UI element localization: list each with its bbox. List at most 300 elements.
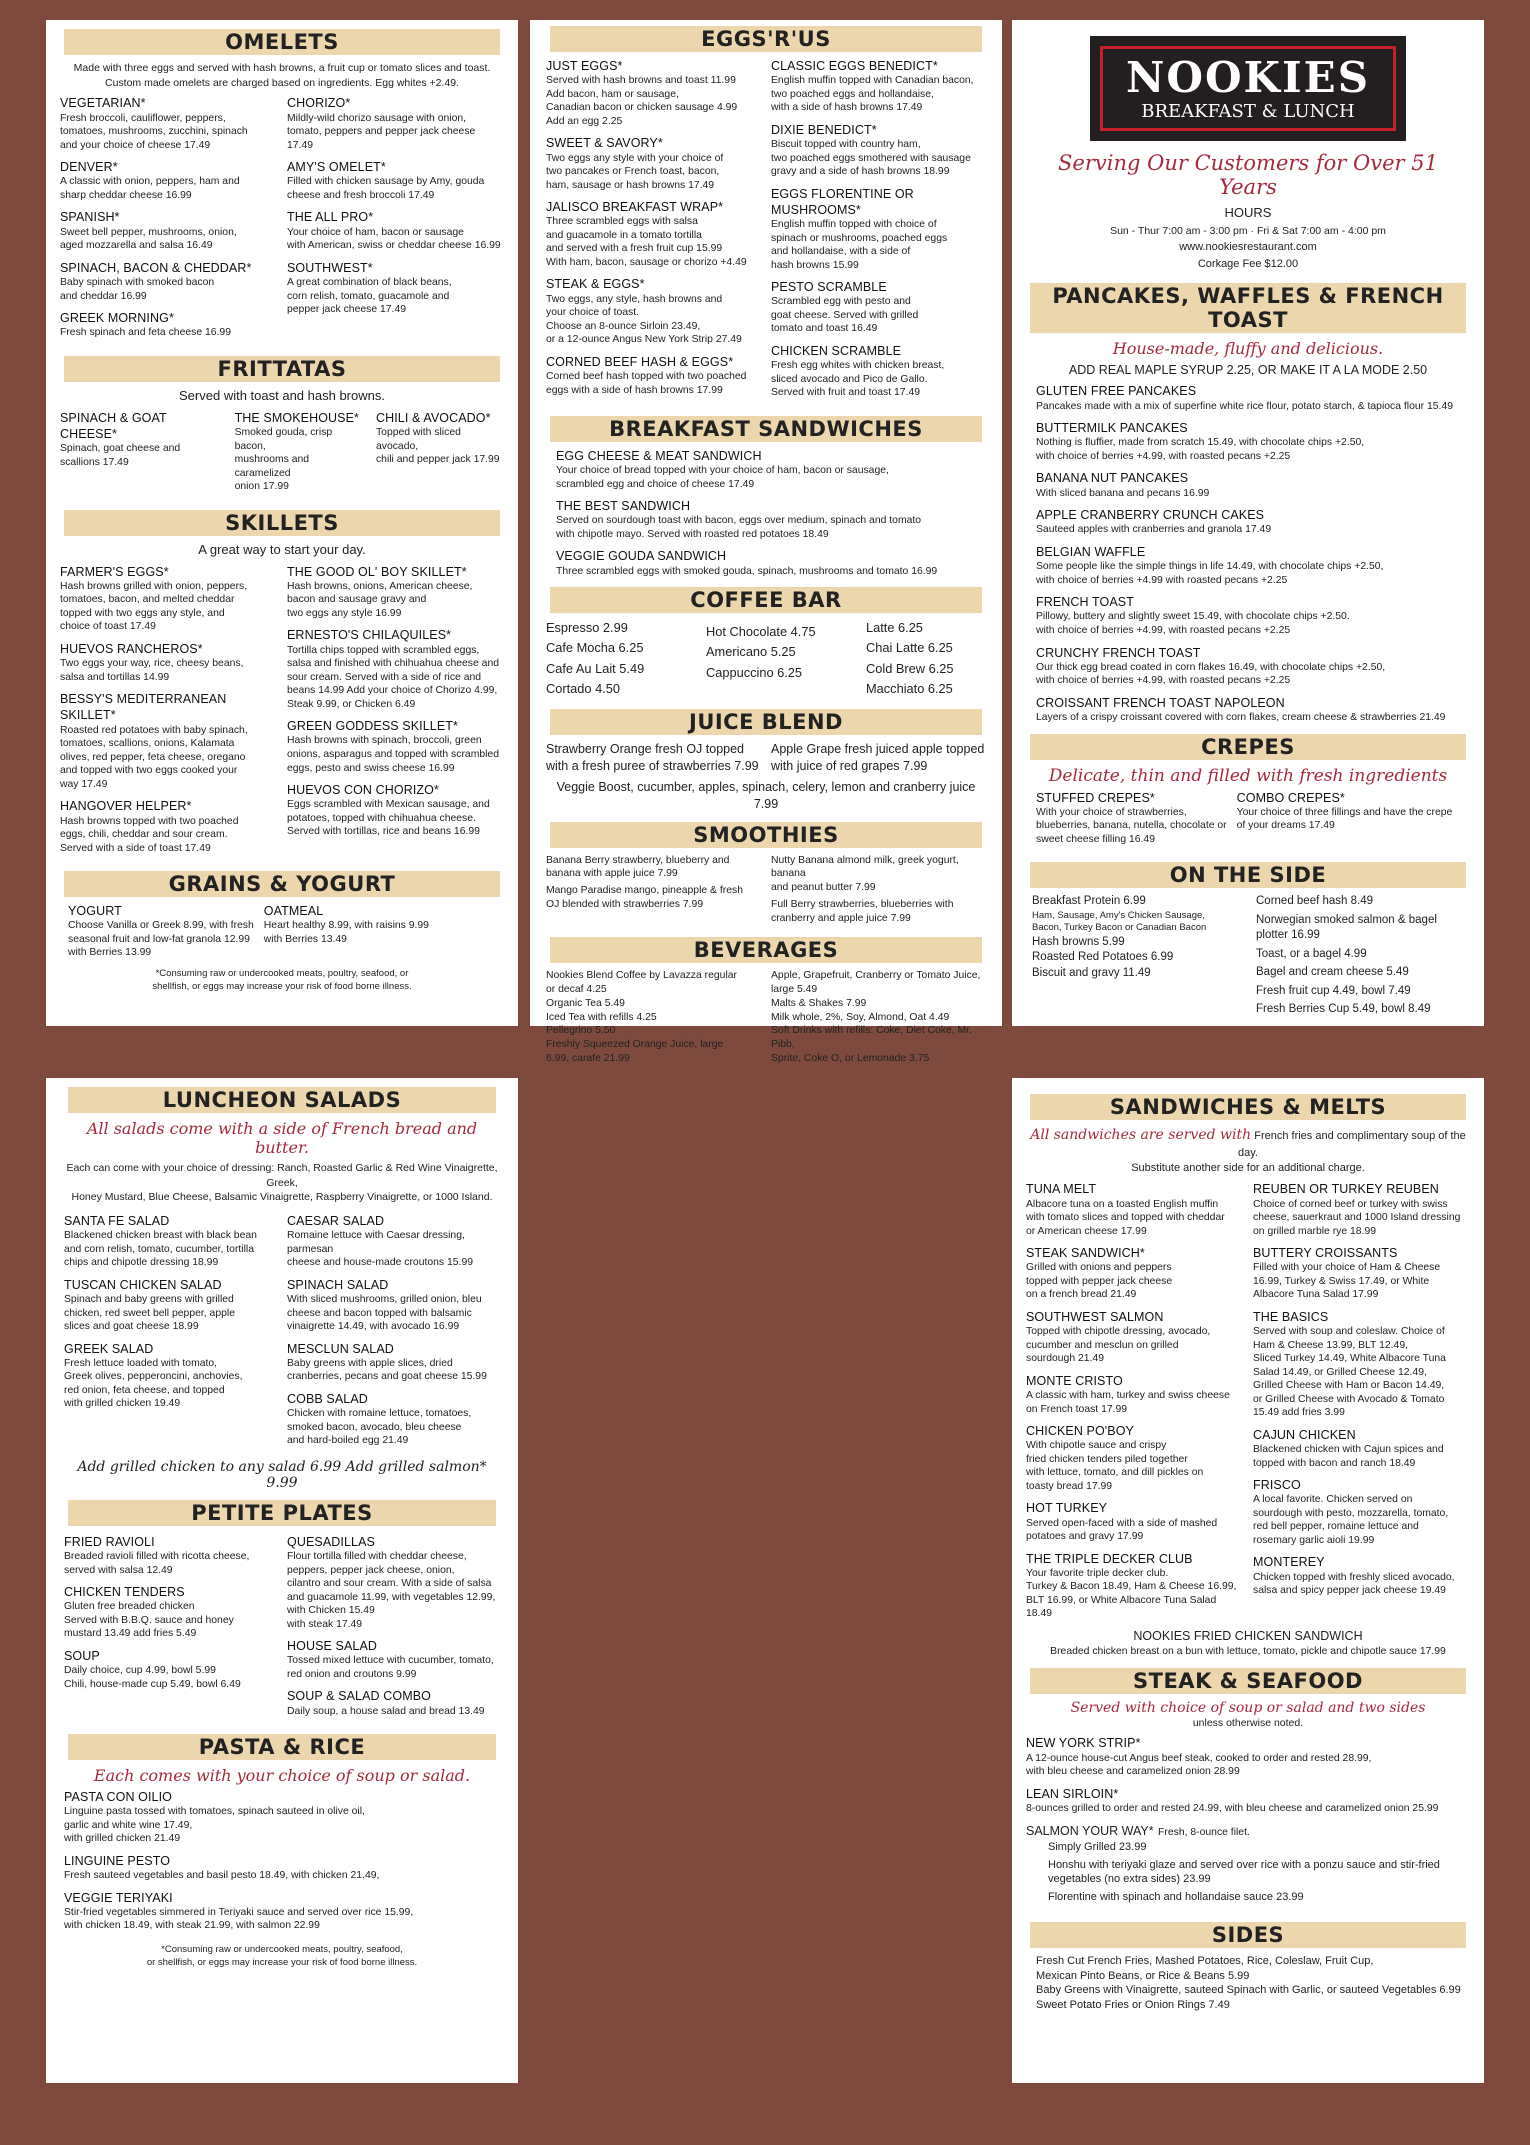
- item-name: FRISCO: [1253, 1478, 1301, 1493]
- menu-item: [68, 903, 254, 960]
- menu-item: [771, 343, 986, 400]
- menu-item: [546, 199, 761, 269]
- item-name: MESCLUN SALAD: [287, 1341, 394, 1356]
- omelets-left: [60, 95, 277, 346]
- menu-item: [1036, 383, 1470, 413]
- item-description: Daily choice, cup 4.99, bowl 5.99 Chili, house-made cup 5.49, bowl 6.49: [64, 1665, 241, 1690]
- item-description: Choose Vanilla or Greek 8.99, with fresh seasonal fruit and low-fat granola 12.99 with Berries 13.99: [68, 920, 254, 959]
- item-description: Fresh spinach and feta cheese 16.99: [60, 327, 231, 339]
- menu-item: [287, 564, 504, 621]
- item-description: Nothing is fluffier, made from scratch 15.49, with chocolate chips +2.50, with choice of berries +4.99, with roasted pecans +2.25: [1036, 437, 1365, 462]
- menu-item: [287, 1638, 500, 1681]
- item-description: Your favorite triple decker club. Turkey & Bacon 18.49, Ham & Cheese 16.99, BLT 16.99, or White Albacore Tuna Salad 18.49: [1026, 1567, 1237, 1620]
- item-description: Hash browns topped with two poached eggs, chili, cheddar and sour cream. Served with a side of toast 17.49: [60, 815, 239, 854]
- menu-item: [1036, 645, 1470, 688]
- item-description: Two eggs your way, rice, cheesy beans, salsa and tortillas 14.99: [60, 658, 244, 683]
- item-description: Your choice of ham, bacon or sausage with American, swiss or cheddar cheese 16.99: [287, 226, 501, 252]
- menu-item: [64, 1534, 277, 1577]
- menu-line: Cafe Mocha 6.25: [546, 640, 644, 656]
- item-name: VEGETARIAN*: [60, 96, 146, 111]
- menu-line: Americano 5.25: [706, 644, 796, 660]
- item-description: Linguine pasta tossed with tomatoes, spinach sauteed in olive oil, garlic and white wine 17.49, with grilled chicken 21.49: [64, 1806, 365, 1845]
- item-description: Chicken topped with freshly sliced avocado, salsa and spicy pepper jack cheese 19.49: [1253, 1571, 1455, 1597]
- salads-left: [64, 1213, 277, 1455]
- menu-item: [771, 279, 986, 336]
- menu-item: [60, 260, 277, 303]
- item-name: SOUTHWEST*: [287, 260, 373, 275]
- item-name: NEW YORK STRIP*: [1026, 1736, 1141, 1751]
- item-name: DENVER*: [60, 160, 118, 175]
- grains-items: [60, 903, 504, 967]
- item-description: A great combination of black beans, corn relish, tomato, guacamole and pepper jack cheese 17.49: [287, 276, 452, 316]
- petite-header: PETITE PLATES: [68, 1500, 496, 1526]
- menu-page-lunch-2: [1012, 1078, 1484, 2083]
- pasta-items: [64, 1789, 500, 1933]
- menu-item: [287, 1391, 500, 1448]
- item-name: CHICKEN TENDERS: [64, 1585, 185, 1600]
- item-name: BUTTERY CROISSANTS: [1253, 1246, 1398, 1261]
- salmon-your-way: SALMON YOUR WAY* Fresh, 8-ounce filet. Simply Grilled 23.99 Honshu with teriyaki glaze and served over rice with a ponzu sauce and stir-fried vegetables (no extra sides) 23.99 Florentine with spinach and hollandaise sauce 23.99: [1026, 1822, 1470, 1904]
- menu-item: [287, 95, 504, 152]
- item-name: CHICKEN SCRAMBLE: [771, 343, 902, 358]
- menu-item: [64, 1789, 500, 1846]
- menu-line: Fresh Berries Cup 5.49, bowl 8.49: [1256, 1003, 1431, 1016]
- item-name: THE BEST SANDWICH: [556, 499, 691, 514]
- menu-item: [1036, 594, 1470, 637]
- sandwiches-intro: All sandwiches are served with French fries and complimentary soup of the day. Substitute another side for an additional charge.: [1030, 1127, 1466, 1174]
- omelets-intro: Made with three eggs and served with hash browns, a fruit cup or tomato slices and toast. Custom made omelets are charged based on ingredients. Egg whites +2.49.: [73, 62, 491, 89]
- menu-item: [1026, 1735, 1470, 1778]
- item-name: THE GOOD OL' BOY SKILLET*: [287, 564, 467, 579]
- coffee-header: COFFEE BAR: [550, 587, 982, 613]
- item-name: MONTEREY: [1253, 1555, 1325, 1570]
- side-header: ON THE SIDE: [1030, 862, 1466, 888]
- item-name: CRUNCHY FRENCH TOAST: [1036, 645, 1201, 660]
- item-name: CORNED BEEF HASH & EGGS*: [546, 354, 734, 369]
- menu-item: [64, 1648, 277, 1691]
- item-description: Topped with chipotle dressing, avocado, cucumber and mesclun on grilled sourdough 21.49: [1026, 1326, 1211, 1365]
- item-name: SPINACH, BACON & CHEDDAR*: [60, 260, 252, 275]
- fried-chicken-sandwich: NOOKIES FRIED CHICKEN SANDWICH Breaded chicken breast on a bun with lettuce, tomato, pickle and chipotle sauce 17.99: [1050, 1628, 1446, 1657]
- item-name: FRIED RAVIOLI: [64, 1534, 155, 1549]
- item-description: Biscuit topped with country ham, two poached eggs smothered with sausage gravy and a side of hash browns 18.99: [771, 139, 971, 178]
- item-name: CHORIZO*: [287, 96, 351, 111]
- menu-item: [556, 498, 986, 541]
- menu-item: [60, 159, 277, 202]
- slogan: Serving Our Customers for Over 51 Years: [1058, 151, 1438, 199]
- item-description: English muffin topped with Canadian bacon, two poached eggs and hollandaise, with a side of hash browns 17.49: [771, 75, 974, 114]
- item-name: GREEK MORNING*: [60, 311, 174, 326]
- menu-line: Mango Paradise mango, pineapple & fresh OJ blended with strawberries 7.99: [546, 885, 743, 910]
- menu-item: [1253, 1427, 1470, 1470]
- menu-page-breakfast-3: [1012, 20, 1484, 1026]
- menu-item: [60, 564, 277, 634]
- menu-line: Banana Berry strawberry, blueberry and banana with apple juice 7.99: [546, 854, 730, 880]
- item-name: HUEVOS RANCHEROS*: [60, 641, 203, 656]
- menu-line: Cortado 4.50: [546, 680, 620, 696]
- item-description: Chicken with romaine lettuce, tomatoes, smoked bacon, avocado, bleu cheese and hard-boiled egg 21.49: [287, 1408, 472, 1447]
- skillets-header: SKILLETS: [64, 510, 500, 536]
- item-name: HANGOVER HELPER*: [60, 799, 192, 814]
- item-description: Spinach, goat cheese and scallions 17.49: [60, 443, 181, 468]
- item-description: Our thick egg bread coated in corn flakes 16.49, with chocolate chips +2.50, with choice of berries +4.99, with roasted pecans +2.25: [1036, 661, 1386, 687]
- item-name: SOUP & SALAD COMBO: [287, 1689, 431, 1704]
- dressing-options: Each can come with your choice of dressing: Ranch, Roasted Garlic & Red Wine Vinaigrette, Greek, Honey Mustard, Blue Cheese, Balsamic Vinaigrette, Raspberry Vinaigrette, or 1000 Island.: [66, 1162, 498, 1204]
- menu-item: [287, 1213, 500, 1270]
- item-name: VEGGIE TERIYAKI: [64, 1890, 173, 1905]
- crepes-tagline: Delicate, thin and filled with fresh ingredients: [1048, 765, 1448, 786]
- menu-item: [64, 1213, 277, 1270]
- menu-item: [60, 95, 277, 152]
- item-description: Hash browns grilled with onion, peppers, tomatoes, bacon, and melted cheddar topped with two eggs any style, and choice of toast 17.49: [60, 580, 248, 633]
- item-name: DIXIE BENEDICT*: [771, 122, 877, 137]
- item-description: Your choice of bread topped with your choice of ham, bacon or sausage, scrambled egg and choice of cheese 17.49: [556, 465, 889, 490]
- juice-strawberry-orange: Strawberry Orange fresh OJ topped with a fresh puree of strawberries 7.99: [546, 742, 759, 774]
- menu-line: Toast, or a bagel 4.99: [1256, 947, 1367, 960]
- pancakes-header: PANCAKES, WAFFLES & FRENCH TOAST: [1030, 283, 1466, 333]
- item-description: With sliced banana and pecans 16.99: [1036, 487, 1210, 499]
- raw-warning: *Consuming raw or undercooked meats, poultry, seafood, or shellfish, or eggs may increase your risk of food borne illness.: [152, 967, 412, 993]
- menu-item: [1026, 1500, 1243, 1543]
- item-name: BELGIAN WAFFLE: [1036, 544, 1146, 559]
- item-name: SPANISH*: [60, 210, 120, 225]
- item-name: SPINACH & GOAT CHEESE*: [60, 410, 167, 442]
- item-description: Layers of a crispy croissant covered with corn flakes, cream cheese & strawberries 21.49: [1036, 712, 1446, 724]
- item-description: Topped with sliced avocado, chili and pepper jack 17.99: [375, 427, 500, 466]
- item-name: AMY'S OMELET*: [287, 160, 386, 175]
- item-description: A classic with ham, turkey and swiss cheese on French toast 17.99: [1026, 1390, 1230, 1415]
- eggs-header: EGGS'R'US: [550, 26, 982, 52]
- item-name: FRENCH TOAST: [1036, 595, 1134, 610]
- item-description: Three scrambled eggs with salsa and guacamole in a tomato tortilla and served with a fresh fruit cup 15.99 With ham, bacon, sausage or chorizo +4.49: [546, 216, 747, 268]
- beverage-items: [546, 969, 986, 1065]
- menu-line: Simply Grilled 23.99: [1048, 1841, 1147, 1854]
- item-description: Scrambled egg with pesto and goat cheese. Served with grilled tomato and toast 16.49: [771, 296, 919, 335]
- eggs-left: [546, 58, 761, 407]
- hours-block: HOURS Sun - Thur 7:00 am - 3:00 pm · Fri & Sat 7:00 am - 4:00 pm www.nookiesrestaurant.com Corkage Fee $12.00: [1110, 205, 1386, 271]
- side-item: Roasted Red Potatoes 6.99: [1032, 951, 1174, 964]
- item-description: Three scrambled eggs with smoked gouda, spinach, mushrooms and tomato 16.99: [556, 565, 938, 577]
- item-name: PESTO SCRAMBLE: [771, 280, 887, 295]
- menu-item: [287, 1688, 500, 1718]
- menu-item: [771, 58, 986, 115]
- crepes-header: CREPES: [1030, 734, 1466, 760]
- menu-line: Florentine with spinach and hollandaise sauce 23.99: [1048, 1890, 1304, 1903]
- item-description: Fresh broccoli, cauliflower, peppers, tomatoes, mushrooms, zucchini, spinach and your choice of cheese 17.49: [60, 112, 248, 151]
- menu-item: [1036, 544, 1470, 587]
- item-name: HOT TURKEY: [1026, 1501, 1108, 1516]
- item-name: EGGS FLORENTINE OR MUSHROOMS*: [771, 186, 914, 217]
- item-name: COBB SALAD: [287, 1391, 368, 1406]
- skillets-right: [287, 564, 504, 862]
- item-name: SOUTHWEST SALMON: [1026, 1309, 1164, 1324]
- item-name: JUST EGGS*: [546, 59, 623, 73]
- item-description: A classic with onion, peppers, ham and sharp cheddar cheese 16.99: [60, 176, 240, 201]
- menu-item: [287, 260, 504, 317]
- menu-item: [1036, 420, 1470, 463]
- menu-line: Corned beef hash 8.49: [1256, 895, 1374, 908]
- beverages-header: BEVERAGES: [550, 937, 982, 963]
- menu-item: [235, 410, 366, 494]
- item-name: REUBEN OR TURKEY REUBEN: [1253, 1182, 1439, 1197]
- item-description: Heart healthy 8.99, with raisins 9.99 with Berries 13.49: [263, 920, 429, 945]
- item-name: STEAK & EGGS*: [546, 277, 645, 292]
- item-name: BESSY'S MEDITERRANEAN SKILLET*: [60, 692, 227, 723]
- frittatas-items: [60, 410, 504, 501]
- menu-item: [60, 691, 277, 791]
- nookies-logo: NOOKIES BREAKFAST & LUNCH: [1090, 36, 1406, 141]
- item-description: Baby greens with apple slices, dried cranberries, pecans and goat cheese 15.99: [287, 1357, 487, 1383]
- item-name: HOUSE SALAD: [287, 1639, 378, 1654]
- item-description: Roasted red potatoes with baby spinach, tomatoes, scallions, onions, Kalamata olives, red pepper, feta cheese, oregano and topped with two eggs cooked your way 17.49: [60, 724, 248, 790]
- item-name: BUTTERMILK PANCAKES: [1036, 421, 1188, 436]
- smoothies-header: SMOOTHIES: [550, 822, 982, 848]
- item-name: HUEVOS CON CHORIZO*: [287, 783, 439, 798]
- item-description: Corned beef hash topped with two poached eggs with a side of hash browns 17.99: [546, 370, 747, 396]
- item-description: Hash browns, onions, American cheese, bacon and sausage gravy and two eggs any style 16.99: [287, 580, 473, 619]
- menu-item: [64, 1584, 277, 1641]
- steak-header: STEAK & SEAFOOD: [1030, 1668, 1466, 1694]
- item-description: With your choice of strawberries, blueberries, banana, nutella, chocolate or sweet cheese filling 16.49: [1036, 806, 1227, 845]
- item-name: SANTA FE SALAD: [64, 1214, 170, 1229]
- item-name: TUSCAN CHICKEN SALAD: [64, 1277, 222, 1292]
- item-name: TUNA MELT: [1026, 1182, 1097, 1197]
- menu-item: [287, 718, 504, 775]
- side-item: Biscuit and gravy 11.49: [1032, 966, 1151, 979]
- menu-item: [60, 310, 277, 340]
- item-description: Some people like the simple things in life 14.49, with chocolate chips +2.50, with choice of berries +4.99 with roasted pecans +2.25: [1036, 561, 1384, 586]
- menu-item: [1026, 1786, 1470, 1816]
- item-description: Stir-fried vegetables simmered in Teriyaki sauce and served over rice 15.99, with chicken 18.49, with steak 21.99, with salmon 22.99: [64, 1906, 414, 1932]
- menu-item: [287, 1534, 500, 1631]
- menu-line: Honshu with teriyaki glaze and served over rice with a ponzu sauce and stir-fried vegetables (no extra sides) 23.99: [1048, 1858, 1440, 1886]
- item-name: GLUTEN FREE PANCAKES: [1036, 384, 1197, 399]
- item-description: Two eggs any style with your choice of two pancakes or French toast, bacon, ham, sausage or hash browns 17.49: [546, 152, 724, 191]
- menu-item: [546, 276, 761, 346]
- menu-line: Nutty Banana almond milk, greek yogurt, banana and peanut butter 7.99: [771, 854, 959, 894]
- bsand-items: [546, 448, 986, 578]
- menu-item: [60, 798, 277, 855]
- menu-line: Cappuccino 6.25: [706, 664, 803, 680]
- menu-item: [1036, 790, 1227, 847]
- item-name: APPLE CRANBERRY CRUNCH CAKES: [1036, 508, 1265, 523]
- item-name: BANANA NUT PANCAKES: [1036, 471, 1189, 486]
- menu-item: [1026, 1245, 1243, 1302]
- item-name: LEAN SIRLOIN*: [1026, 1786, 1119, 1801]
- salads-tagline: All salads come with a side of French bread and butter.: [86, 1119, 478, 1157]
- item-name: SWEET & SAVORY*: [546, 136, 663, 151]
- item-description: Albacore tuna on a toasted English muffin with tomato slices and topped with cheddar or American cheese 17.99: [1026, 1198, 1225, 1237]
- item-name: JALISCO BREAKFAST WRAP*: [546, 200, 724, 215]
- item-description: Breaded ravioli filled with ricotta cheese, served with salsa 12.49: [64, 1550, 250, 1576]
- item-name: MONTE CRISTO: [1026, 1373, 1123, 1388]
- menu-item: [287, 627, 504, 711]
- petite-left: [64, 1534, 277, 1725]
- item-description: Served with hash browns and toast 11.99 Add bacon, ham or sausage, Canadian bacon or chicken sausage 4.99 Add an egg 2.25: [546, 75, 738, 127]
- item-description: Mildly-wild chorizo sausage with onion, tomato, peppers and pepper jack cheese 17.49: [287, 112, 476, 151]
- item-name: THE TRIPLE DECKER CLUB: [1026, 1551, 1193, 1566]
- item-description: Served open-faced with a side of mashed potatoes and gravy 17.99: [1026, 1517, 1218, 1543]
- menu-line: Cafe Au Lait 5.49: [546, 660, 645, 676]
- juice-header: JUICE BLEND: [550, 709, 982, 735]
- menu-line: Bagel and cream cheese 5.49: [1256, 966, 1409, 979]
- menu-item: [1253, 1309, 1470, 1420]
- side-items: [1026, 894, 1470, 1021]
- menu-page-lunch-1: [46, 1078, 518, 2083]
- item-name: GREEK SALAD: [64, 1341, 154, 1356]
- menu-item: [1237, 790, 1453, 847]
- pancake-items: [1026, 383, 1470, 724]
- menu-item: [64, 1853, 500, 1883]
- item-name: CLASSIC EGGS BENEDICT*: [771, 59, 938, 73]
- menu-item: [60, 641, 277, 684]
- menu-item: [1036, 470, 1470, 500]
- menu-item: [287, 209, 504, 252]
- item-description: English muffin topped with choice of spinach or mushrooms, poached eggs and hollandaise, with a side of hash browns 15.99: [771, 219, 948, 271]
- beverages-left: Nookies Blend Coffee by Lavazza regular or decaf 4.25 Organic Tea 5.49 Iced Tea with refills 4.25 Pellegrino 5.50 Freshly Squeezed Orange Juice, large 6.99, carafe 21.99: [546, 970, 737, 1064]
- item-description: Fresh sauteed vegetables and basil pesto 18.49, with chicken 21.49,: [64, 1870, 380, 1882]
- item-name: SPINACH SALAD: [287, 1277, 389, 1292]
- omelets-right: [287, 95, 504, 346]
- menu-line: Norwegian smoked salmon & bagel plotter 16.99: [1256, 913, 1437, 942]
- sides-header: SIDES: [1030, 1922, 1466, 1948]
- skillets-left: [60, 564, 277, 862]
- item-name: GREEN GODDESS SKILLET*: [287, 719, 458, 734]
- syrup-addon: ADD REAL MAPLE SYRUP 2.25, OR MAKE IT A LA MODE 2.50: [1068, 362, 1428, 377]
- item-name: EGG CHEESE & MEAT SANDWICH: [556, 448, 762, 463]
- menu-item: [1253, 1477, 1470, 1547]
- steak-items: [1026, 1735, 1470, 1815]
- item-description: With sliced mushrooms, grilled onion, bleu cheese and bacon topped with balsamic vinaigrette 14.49, with avocado 16.99: [287, 1294, 482, 1333]
- item-name: ERNESTO'S CHILAQUILES*: [287, 628, 452, 643]
- item-description: Sauteed apples with cranberries and granola 17.49: [1036, 524, 1272, 536]
- sandwiches-header: SANDWICHES & MELTS: [1030, 1094, 1466, 1120]
- menu-line: Full Berry strawberries, blueberries with cranberry and apple juice 7.99: [771, 898, 954, 924]
- eggs-right: [771, 58, 986, 407]
- salad-addons: Add grilled chicken to any salad 6.99 Add grilled salmon* 9.99: [77, 1458, 487, 1491]
- menu-line: Fresh fruit cup 4.49, bowl 7.49: [1256, 984, 1411, 997]
- item-description: Daily soup, a house salad and bread 13.49: [287, 1705, 485, 1717]
- menu-item: [1026, 1551, 1243, 1621]
- menu-item: [1253, 1245, 1470, 1302]
- menu-line: Macchiato 6.25: [866, 680, 953, 696]
- menu-item: [546, 354, 761, 397]
- skillets-sub: A great way to start your day.: [198, 541, 366, 557]
- menu-item: [287, 782, 504, 839]
- sides-list: Fresh Cut French Fries, Mashed Potatoes, Rice, Coleslaw, Fruit Cup, Mexican Pinto Beans, or Rice & Beans 5.99 Baby Greens with Vinaigrette, sauteed Spinach with Garlic, or sauteed Vegetables 6.99 Sweet Potato Fries or Onion Rings 7.49: [1036, 1955, 1461, 2011]
- menu-item: [287, 1277, 500, 1334]
- side-item: Hash browns 5.99: [1032, 935, 1125, 948]
- menu-item: [546, 135, 761, 192]
- petite-right: [287, 1534, 500, 1725]
- item-description: Gluten free breaded chicken Served with B.B.Q. sauce and honey mustard 13.49 add fries 5.49: [64, 1601, 234, 1640]
- item-description: A local favorite. Chicken served on sourdough with pesto, mozzarella, tomato, red bell pepper, romaine lettuce and rosemary garlic aioli 19.99: [1253, 1494, 1449, 1546]
- item-description: Baby spinach with smoked bacon and cheddar 16.99: [60, 276, 215, 302]
- item-name: LINGUINE PESTO: [64, 1853, 171, 1868]
- item-description: Tossed mixed lettuce with cucumber, tomato, red onion and croutons 9.99: [287, 1655, 494, 1680]
- item-description: Sweet bell pepper, mushrooms, onion, aged mozzarella and salsa 16.49: [60, 226, 237, 252]
- item-name: FARMER'S EGGS*: [60, 564, 169, 579]
- item-description: Hash browns with spinach, broccoli, green onions, asparagus and topped with scrambled eggs, pesto and swiss cheese 16.99: [287, 735, 499, 774]
- menu-item: [60, 209, 277, 252]
- item-name: YOGURT: [68, 904, 122, 919]
- item-description: Tortilla chips topped with scrambled eggs, salsa and finished with chihuahua cheese and sour cream. Served with a side of rice and beans 14.99 Add your choice of Chorizo 4.99, Steak 9.99, or Chicken 6.49: [287, 644, 500, 710]
- menu-item: [1036, 695, 1470, 725]
- menu-item: [264, 903, 429, 960]
- item-name: THE BASICS: [1253, 1309, 1329, 1324]
- menu-line: Hot Chocolate 4.75: [706, 624, 816, 640]
- item-description: A 12-ounce house-cut Angus beef steak, cooked to order and rested 28.99, with bleu cheese and caramelized onion 28.99: [1026, 1752, 1372, 1778]
- item-description: Flour tortilla filled with cheddar cheese, peppers, pepper jack cheese, onion, cilantro and sour cream. With a side of salsa and guacamole 11.99, with vegetables 12.99, with Chicken 15.49 with steak 17.49: [287, 1550, 496, 1630]
- menu-line: Chai Latte 6.25: [866, 640, 953, 656]
- menu-item: [771, 186, 986, 273]
- menu-item: [1036, 507, 1470, 537]
- item-name: CROISSANT FRENCH TOAST NAPOLEON: [1036, 695, 1285, 710]
- sandwiches-left: [1026, 1181, 1243, 1628]
- menu-item: [64, 1890, 500, 1933]
- smoothie-items: [546, 854, 986, 929]
- item-description: Fresh egg whites with chicken breast, sliced avocado and Pico de Gallo. Served with fruit and toast 17.49: [771, 360, 945, 399]
- item-name: COMBO CREPES*: [1236, 790, 1345, 805]
- juice-items: [546, 741, 986, 775]
- item-name: THE ALL PRO*: [287, 210, 374, 225]
- item-description: Filled with chicken sausage by Amy, gouda cheese and fresh broccoli 17.49: [287, 176, 485, 201]
- item-description: Choice of corned beef or turkey with swiss cheese, sauerkraut and 1000 Island dressing on grilled marble rye 18.99: [1253, 1198, 1461, 1237]
- item-name: THE SMOKEHOUSE*: [234, 410, 359, 425]
- menu-line: Latte 6.25: [866, 620, 923, 636]
- item-description: Pillowy, buttery and slightly sweet 15.49, with chocolate chips +2.50. with choice of berries +4.99, with roasted pecans +2.25: [1036, 611, 1350, 636]
- pasta-tagline: Each comes with your choice of soup or salad.: [93, 1766, 471, 1786]
- menu-item: [1026, 1309, 1243, 1366]
- item-description: Filled with your choice of Ham & Cheese 16.99, Turkey & Swiss 17.49, or White Albacore Tuna Salad 17.99: [1253, 1262, 1441, 1301]
- omelets-header: OMELETS: [64, 29, 500, 55]
- menu-item: [1026, 1423, 1243, 1493]
- item-description: Smoked gouda, crisp bacon, mushrooms and caramelized onion 17.99: [234, 427, 333, 493]
- steak-sub: unless otherwise noted.: [1192, 1716, 1304, 1729]
- menu-item: [546, 58, 761, 128]
- menu-page-breakfast-1: [46, 20, 518, 1026]
- item-name: PASTA CON OILIO: [64, 1790, 173, 1805]
- item-description: Grilled with onions and peppers topped with pepper jack cheese on a french bread 21.49: [1026, 1262, 1173, 1301]
- salads-right: [287, 1213, 500, 1455]
- menu-page-breakfast-2: [530, 20, 1002, 1064]
- menu-item: [287, 159, 504, 202]
- item-description: Eggs scrambled with Mexican sausage, and potatoes, topped with chihuahua cheese. Served with tortillas, rice and beans 16.99: [287, 799, 490, 838]
- item-name: STEAK SANDWICH*: [1026, 1246, 1145, 1261]
- menu-item: [771, 122, 986, 179]
- item-description: Fresh lettuce loaded with tomato, Greek olives, pepperoncini, anchovies, red onion, feta cheese, and topped with grilled chicken 19.49: [64, 1357, 243, 1410]
- item-name: CAJUN CHICKEN: [1253, 1427, 1356, 1442]
- menu-item: [1253, 1181, 1470, 1238]
- item-description: Blackened chicken with Cajun spices and topped with bacon and ranch 18.49: [1253, 1444, 1444, 1469]
- item-description: Served with soup and coleslaw. Choice of Ham & Cheese 13.99, BLT 12.49, Sliced Turkey 14.49, White Albacore Tuna Salad 14.49, or Grilled Cheese 12.49, Grilled Cheese with Ham or Bacon 14.49, or Grilled Cheese with Avocado & Tomato 15.49 add fries 3.99: [1253, 1326, 1446, 1419]
- coffee-items: [546, 619, 986, 700]
- steak-tagline: Served with choice of soup or salad and two sides: [1070, 1699, 1426, 1716]
- raw-warning-2: *Consuming raw or undercooked meats, poultry, seafood, or shellfish, or eggs may increase your risk of food borne illness.: [146, 1943, 418, 1969]
- menu-item: [64, 1277, 277, 1334]
- grains-header: GRAINS & YOGURT: [64, 871, 500, 897]
- frittatas-sub: Served with toast and hash browns.: [179, 387, 385, 403]
- menu-item: [1253, 1554, 1470, 1597]
- menu-line: Cold Brew 6.25: [866, 660, 954, 676]
- menu-item: [556, 448, 986, 491]
- item-name: CHICKEN PO'BOY: [1026, 1424, 1134, 1439]
- item-description: Blackened chicken breast with black bean and corn relish, tomato, cucumber, tortilla chips and chipotle dressing 18.99: [64, 1230, 257, 1269]
- menu-line: Espresso 2.99: [546, 620, 628, 636]
- item-description: 8-ounces grilled to order and rested 24.99, with bleu cheese and caramelized onion 25.99: [1026, 1802, 1439, 1814]
- item-description: With chipotle sauce and crispy fried chicken tenders piled together with lettuce, tomato, and dill pickles on toasty bread 17.99: [1026, 1440, 1204, 1492]
- side-item-note: Ham, Sausage, Amy's Chicken Sausage, Bacon, Turkey Bacon or Canadian Bacon: [1032, 909, 1207, 934]
